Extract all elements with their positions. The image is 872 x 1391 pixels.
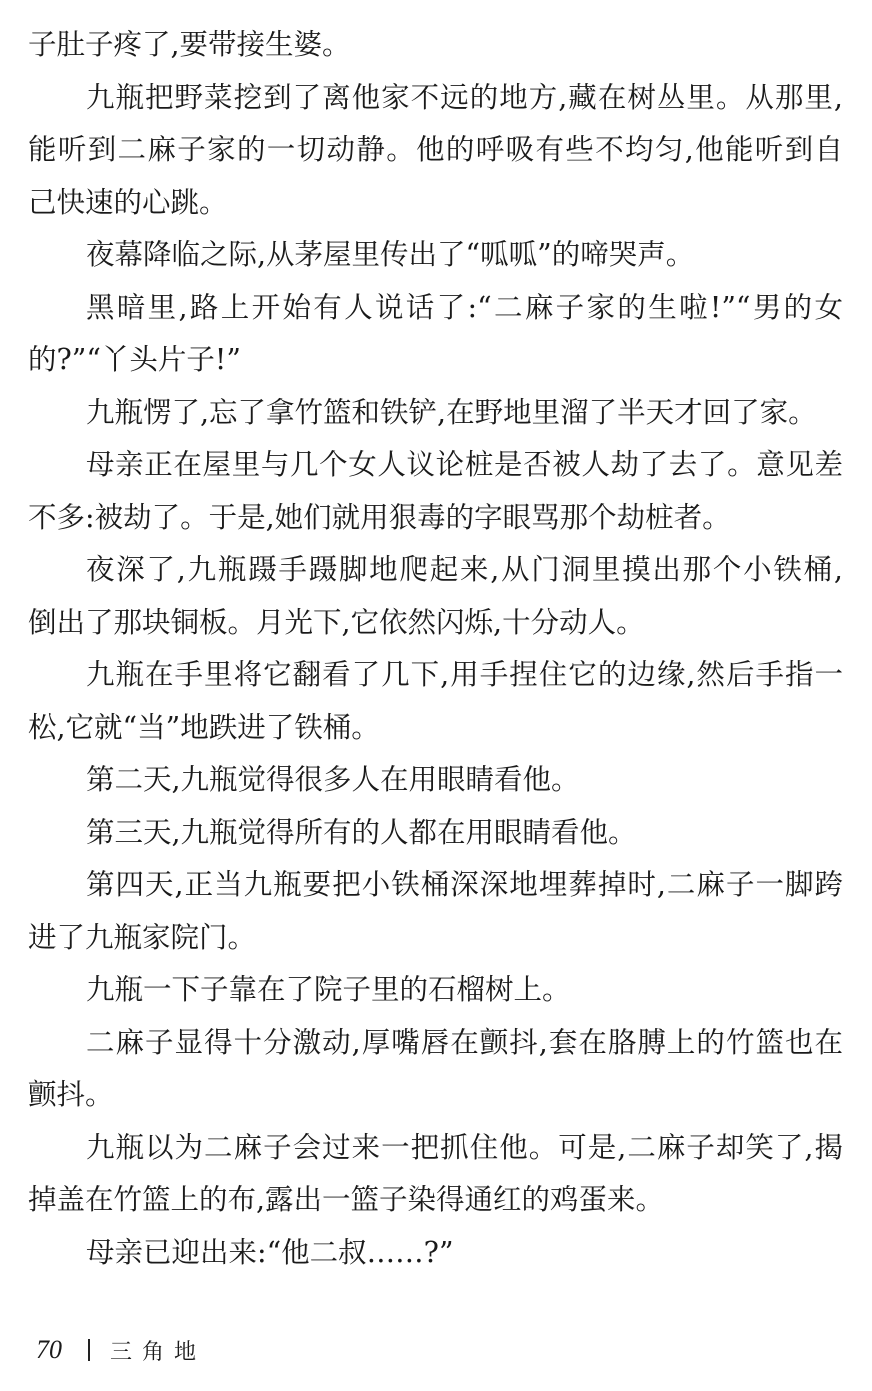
text-line: 二麻子显得十分激动,厚嘴唇在颤抖,套在胳膊上的竹篮也在	[86, 1025, 843, 1059]
text-line: 己快速的心跳。	[28, 185, 228, 219]
text-line: 不多:被劫了。于是,她们就用狠毒的字眼骂那个劫桩者。	[28, 500, 731, 534]
paragraph	[28, 1122, 843, 1227]
text-line: 第四天,正当九瓶要把小铁桶深深地埋葬掉时,二麻子一脚跨	[86, 868, 843, 901]
paragraph	[28, 229, 843, 282]
text-line: 第二天,九瓶觉得很多人在用眼睛看他。	[86, 763, 580, 796]
text-line: 能听到二麻子家的一切动静。他的呼吸有些不均匀,他能听到自	[28, 133, 843, 166]
text-line: 母亲已迎出来:“他二叔……?”	[86, 1235, 454, 1269]
paragraph	[28, 544, 843, 649]
text-line: 黑暗里,路上开始有人说话了:“二麻子家的生啦!”“男的女	[86, 290, 843, 324]
paragraph	[28, 439, 843, 544]
text-line: 九瓶愣了,忘了拿竹篮和铁铲,在野地里溜了半天才回了家。	[86, 395, 817, 429]
text-line: 进了九瓶家院门。	[28, 920, 257, 954]
body-text	[28, 19, 843, 1279]
paragraph	[28, 282, 843, 387]
text-line: 颤抖。	[28, 1078, 114, 1111]
text-line: 的?”“丫头片子!”	[28, 343, 241, 376]
running-title: 三角地	[110, 1339, 207, 1365]
paragraph	[28, 387, 843, 440]
paragraph	[28, 1017, 843, 1122]
paragraph	[28, 859, 843, 964]
text-line: 夜深了,九瓶蹑手蹑脚地爬起来,从门洞里摸出那个小铁桶,	[86, 553, 843, 586]
page-footer	[36, 1330, 206, 1370]
text-line: 九瓶一下子靠在了院子里的石榴树上。	[86, 973, 571, 1006]
paragraph	[28, 1227, 843, 1280]
text-line: 第三天,九瓶觉得所有的人都在用眼睛看他。	[86, 815, 637, 849]
page-number: 70	[36, 1335, 62, 1364]
paragraph	[28, 807, 843, 860]
paragraph	[28, 72, 843, 230]
text-line: 母亲正在屋里与几个女人议论桩是否被人劫了去了。意见差	[86, 448, 843, 481]
paragraph	[28, 19, 843, 72]
paragraph	[28, 964, 843, 1017]
text-line: 九瓶把野菜挖到了离他家不远的地方,藏在树丛里。从那里,	[86, 80, 843, 114]
text-line: 夜幕降临之际,从茅屋里传出了“呱呱”的啼哭声。	[86, 238, 695, 271]
footer-separator	[88, 1339, 90, 1361]
paragraph	[28, 649, 843, 754]
text-line: 松,它就“当”地跌进了铁桶。	[28, 710, 380, 744]
text-line: 九瓶以为二麻子会过来一把抓住他。可是,二麻子却笑了,揭	[86, 1130, 843, 1164]
text-line: 倒出了那块铜板。月光下,它依然闪烁,十分动人。	[28, 605, 645, 639]
paragraph	[28, 754, 843, 807]
text-line: 九瓶在手里将它翻看了几下,用手捏住它的边缘,然后手指一	[86, 658, 843, 691]
text-line: 子肚子疼了,要带接生婆。	[28, 28, 351, 61]
text-line: 掉盖在竹篮上的布,露出一篮子染得通红的鸡蛋来。	[28, 1183, 665, 1216]
